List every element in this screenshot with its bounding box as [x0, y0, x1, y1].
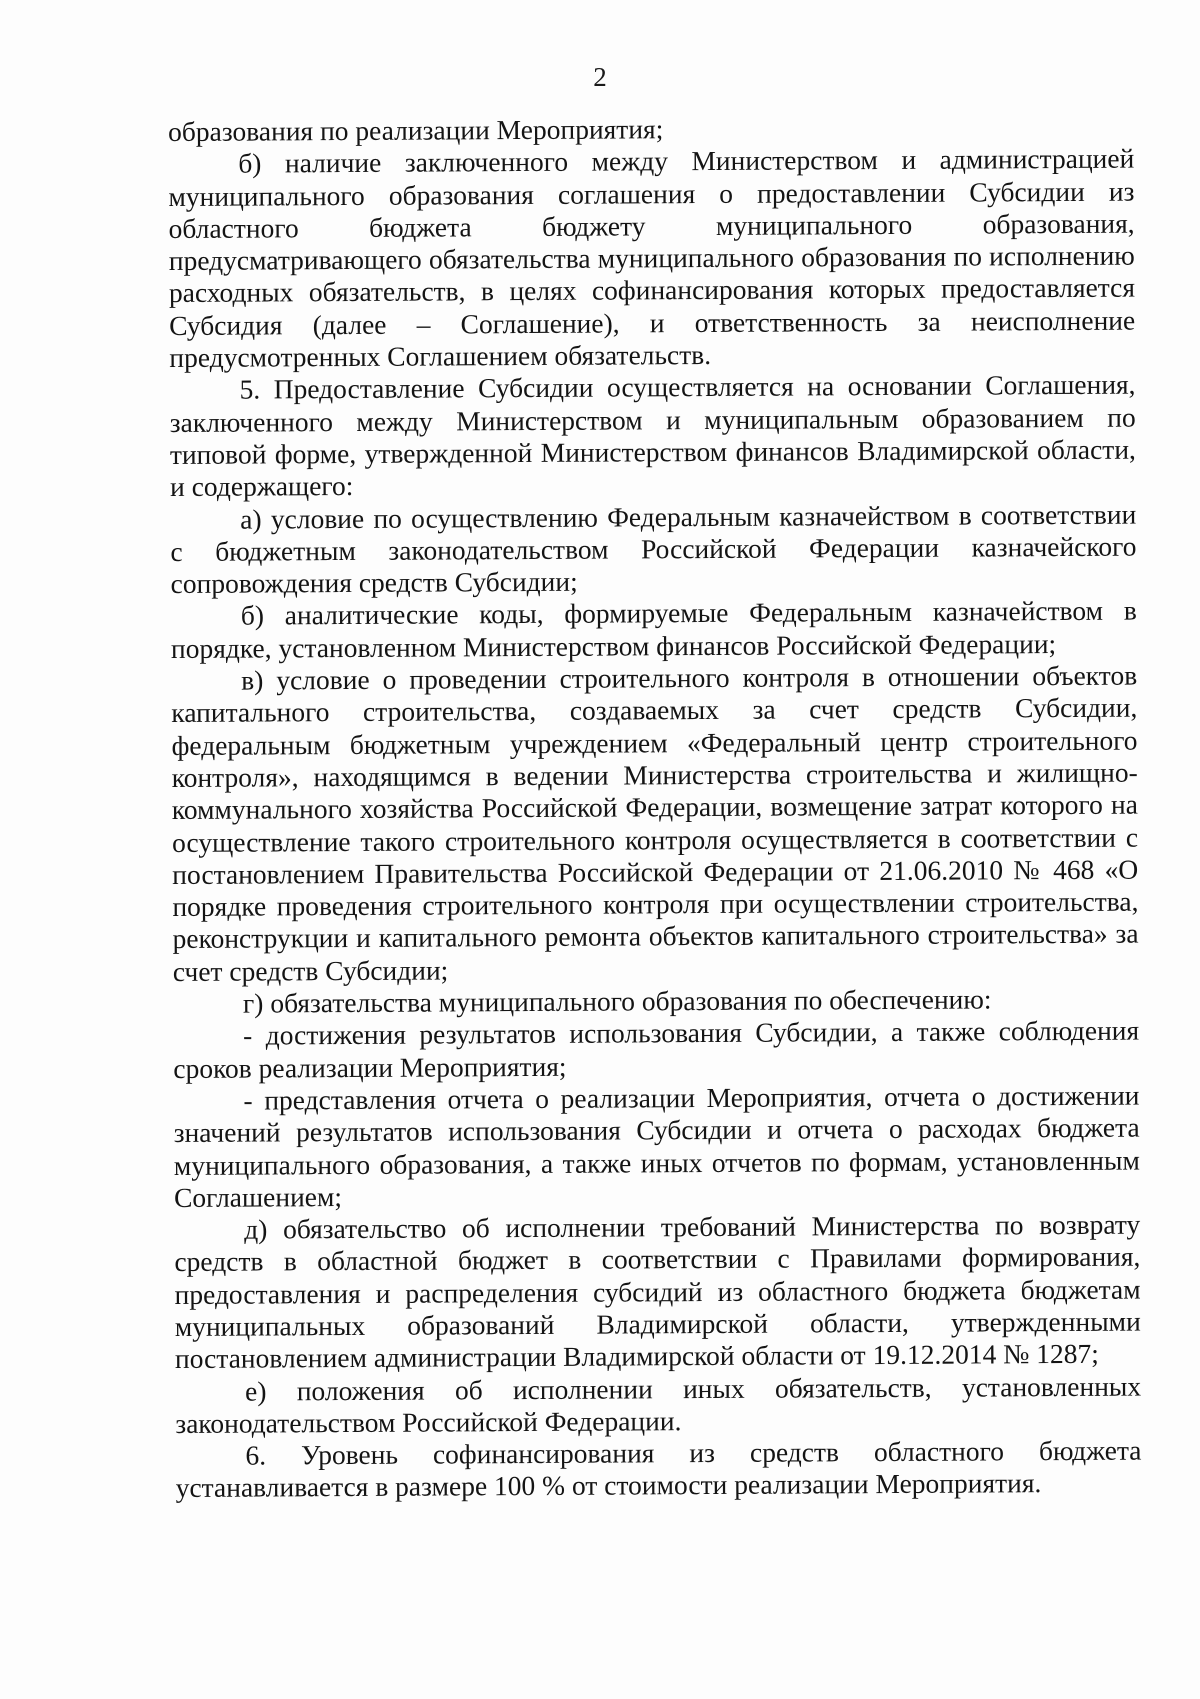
paragraph-item-b-codes: б) аналитические коды, формируемые Федеральным казначейством в порядке, установленном Министерством финансов Российской Федерации;	[170, 595, 1137, 664]
paragraph-item-b-agreement: б) наличие заключенного между Министерством и администрацией муниципального образования соглашения о предоставлении Субсидии из областного бюджета бюджету муниципального образования, предусматривающего обязательства муниципального образования по исполнению расходных обязательств, в целях софинансирования которых предоставляется Субсидия (далее – Соглашение), и ответственность за неисполнение предусмотренных Соглашением обязательств.	[168, 142, 1136, 374]
paragraph-item-d-refund: д) обязательство об исполнении требований Министерства по возврату средств в областной бюджет в соответствии с Правилами формирования, предоставления и распределения субсидий из областного бюджета бюджетам муниципальных образований Владимирской области, утвержденными постановлением администрации Владимирской области от 19.12.2014 № 1287;	[174, 1208, 1141, 1375]
paragraph-item-a-treasury: а) условие по осуществлению Федеральным казначейством в соответствии с бюджетным законодательством Российской Федерации казначейского сопровождения средств Субсидии;	[170, 498, 1137, 600]
paragraph-section-5: 5. Предоставление Субсидии осуществляется на основании Соглашения, заключенного между Министерством и муниципальным образованием по типовой форме, утвержденной Министерством финансов Владимирской области, и содержащего:	[169, 368, 1136, 503]
paragraph-item-e-other: е) положения об исполнении иных обязательств, установленных законодательством Российской Федерации.	[175, 1370, 1142, 1439]
paragraph-item-g-obligations: г) обязательства муниципального образования по обеспечению:	[242, 983, 992, 1019]
paragraph-item-v-construction-control: в) условие о проведении строительного контроля в отношении объектов капитального строительства, создаваемых за счет средств Субсидии, федеральным бюджетным учреждением «Федеральный центр строительного контроля», находящимся в ведении Министерства строительства и жилищно-коммунального хозяйства Российской Федерации, возмещение затрат которого на осуществление такого строительного контроля осуществляется в соответствии с постановлением Правительства Российской Федерации от 21.06.2010 № 468 «О порядке проведения строительного контроля при осуществлении строительства, реконструкции и капитального ремонта объектов капитального строительства» за счет средств Субсидии;	[171, 659, 1139, 987]
paragraph-continuation: образования по реализации Мероприятия;	[168, 113, 664, 147]
document-body	[168, 111, 1142, 1505]
paragraph-dash-reports: - представления отчета о реализации Мероприятия, отчета о достижении значений результатов использования Субсидии и отчета о расходах бюджета муниципального образования, а также иных отчетов по формам, установленным Соглашением;	[173, 1079, 1140, 1213]
page-number: 2	[593, 62, 607, 92]
paragraph-dash-results: - достижения результатов использования Субсидии, а также соблюдения сроков реализации Мероприятия;	[173, 1014, 1140, 1084]
paragraph-section-6: 6. Уровень софинансирования из средств областного бюджета устанавливается в размере 100 % от стоимости реализации Мероприятия.	[175, 1434, 1142, 1504]
